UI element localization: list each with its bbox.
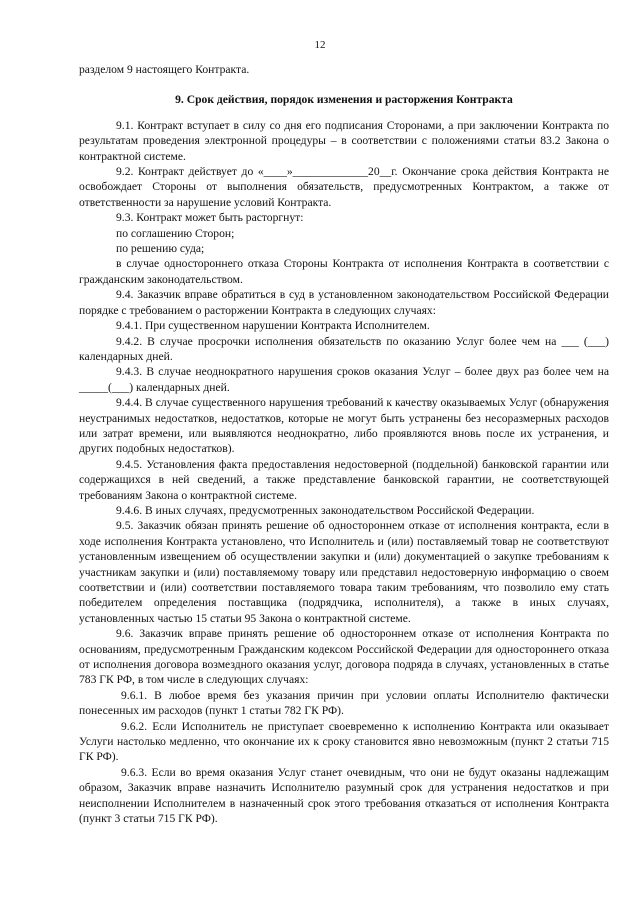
paragraph-9-1: 9.1. Контракт вступает в силу со дня его подписания Сторонами, а при заключении Контракта по результатам проведения электронной процедуры – в соответствии с положениями статьи 83.2 Закона о контрактной системе. bbox=[79, 118, 609, 163]
paragraph-9-3: 9.3. Контракт может быть расторгнут: bbox=[116, 211, 304, 225]
paragraph-9-4: 9.4. Заказчик вправе обратиться в суд в установленном законодательством Российской Федерации порядке с требованием о расторжении Контракта в следующих случаях: bbox=[79, 288, 609, 317]
paragraph-9-2: 9.2. Контракт действует до «____»_____________20__г. Окончание срока действия Контракта не освобождает Стороны от выполнения обязательств, предусмотренных Контрактом, а также от ответственности за нарушение условий Контракта. bbox=[79, 165, 609, 209]
paragraph-9-6-2: 9.6.2. Если Исполнитель не приступает своевременно к исполнению Контракта или оказывает Услуги настолько медленно, что окончание их к сроку становится явно невозможным (пункт 2 статьи 715 ГК РФ). bbox=[79, 719, 609, 764]
paragraph-9-4-5: 9.4.5. Установления факта предоставления недостоверной (поддельной) банковской гарантии или содержащихся в ней сведений, а также представление банковской гарантии, не соответствующей требованиям Закона о контрактной системе. bbox=[79, 457, 609, 502]
paragraph-9-4-2: 9.4.2. В случае просрочки исполнения обязательств по оказанию Услуг более чем на ___ (___) календарных дней. bbox=[79, 334, 609, 363]
document-body bbox=[79, 62, 609, 827]
paragraph-9-3-option-3: в случае одностороннего отказа Стороны Контракта от исполнения Контракта в соответствии с гражданским законодательством. bbox=[79, 257, 609, 286]
paragraph-9-5: 9.5. Заказчик обязан принять решение об одностороннем отказе от исполнения контракта, если в ходе исполнения Контракта установлено, что Исполнитель и (или) поставляемый товар не соответствуют установленным извещением об осуществлении закупки и (или) документацией о закупке требованиям к участникам закупки и (или) поставляемому товару или представил недостоверную информацию о своем соответствии и (или) соответствии поставляемого товара таким требованиям, что позволило ему стать победителем определения поставщика (подрядчика, исполнителя), а также в иных случаях, установленных частью 15 статьи 95 Закона о контрактной системе. bbox=[79, 519, 609, 625]
paragraph-9-6-1: 9.6.1. В любое время без указания причин при условии оплаты Исполнителю фактически понесенных им расходов (пункт 1 статьи 782 ГК РФ). bbox=[79, 688, 609, 718]
paragraph-9-4-1: 9.4.1. При существенном нарушении Контракта Исполнителем. bbox=[116, 319, 430, 333]
paragraph-9-4-4: 9.4.4. В случае существенного нарушения требований к качеству оказываемых Услуг (обнаружения неустранимых недостатков, недостатков, которые не могут быть устранены без несоразмерных расходов или затрат времени, или выявляются неоднократно, либо проявляются вновь после их устранения, и других подобных недостатков). bbox=[79, 396, 609, 456]
paragraph-9-6-3: 9.6.3. Если во время оказания Услуг станет очевидным, что они не будут оказаны надлежащим образом, Заказчик вправе назначить Исполнителю разумный срок для устранения недостатков и при неисполнении Исполнителем в назначенный срок этого требования отказаться от исполнения Контракта (пункт 3 статьи 715 ГК РФ). bbox=[79, 765, 609, 826]
intro-line: разделом 9 настоящего Контракта. bbox=[79, 63, 250, 76]
paragraph-9-3-option-1: по соглашению Сторон; bbox=[116, 226, 235, 240]
paragraph-9-6: 9.6. Заказчик вправе принять решение об одностороннем отказе от исполнения Контракта по основаниям, предусмотренным Гражданским кодексом Российской Федерации для одностороннего отказа от исполнения договора возмездного оказания услуг, договора подряда в случаях, установленных в статье 783 ГК РФ, в том числе в следующих случаях: bbox=[79, 627, 609, 687]
paragraph-9-4-6: 9.4.6. В иных случаях, предусмотренных законодательством Российской Федерации. bbox=[116, 503, 535, 517]
paragraph-9-3-option-2: по решению суда; bbox=[116, 242, 205, 256]
section-heading: 9. Срок действия, порядок изменения и расторжения Контракта bbox=[175, 93, 513, 107]
paragraph-9-4-3: 9.4.3. В случае неоднократного нарушения сроков оказания Услуг – более двух раз более чем на _____(___) календарных дней. bbox=[79, 365, 609, 394]
page-number: 12 bbox=[314, 39, 326, 51]
